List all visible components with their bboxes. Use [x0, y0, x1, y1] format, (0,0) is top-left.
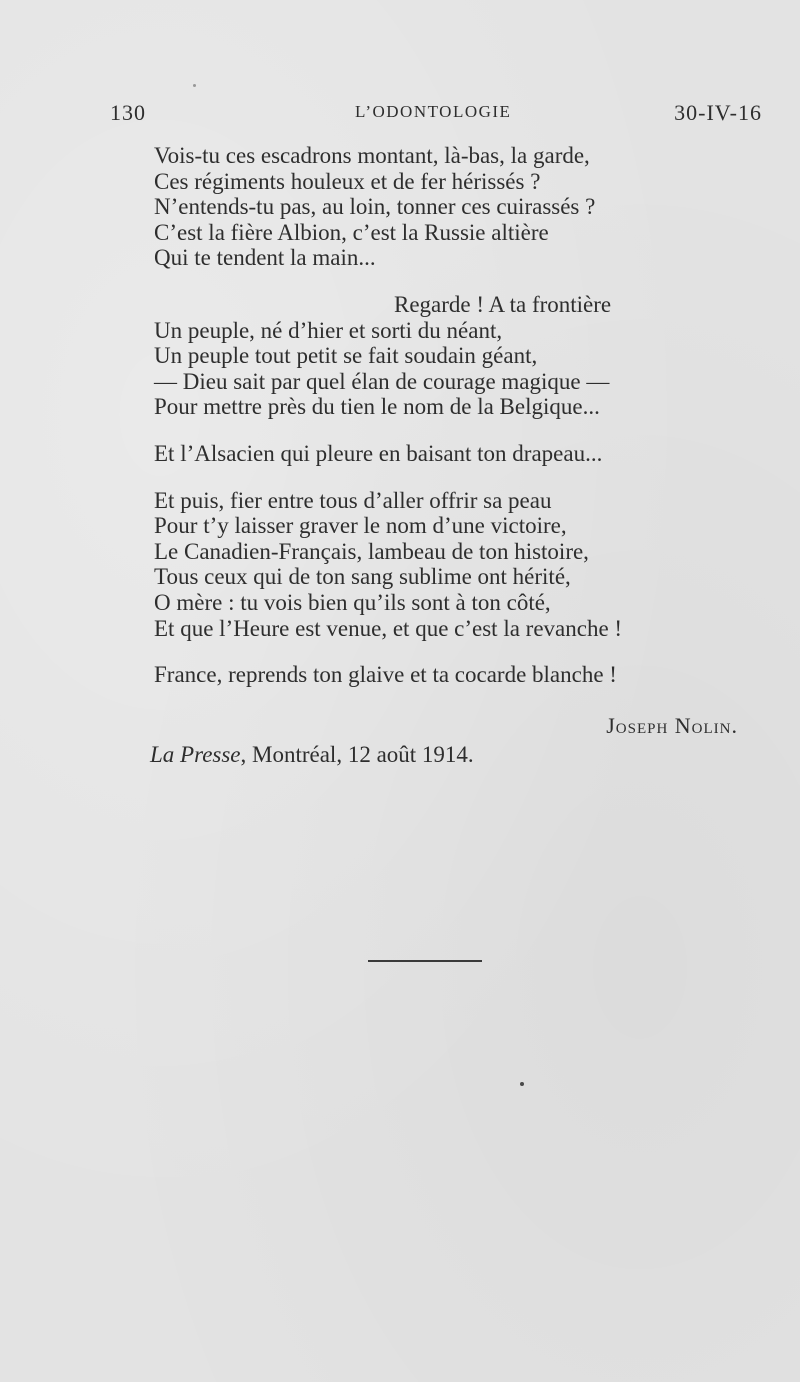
poem-line: Ces régiments houleux et de fer hérissés ?: [154, 168, 541, 194]
poem-line: Un peuple, né d’hier et sorti du néant,: [154, 317, 503, 343]
poem-line: Qui te tendent la main...: [154, 245, 376, 271]
poem-line: Et l’Alsacien qui pleure en baisant ton drapeau...: [154, 440, 603, 466]
poem-line: Vois-tu ces escadrons montant, là-bas, la garde,: [154, 143, 590, 168]
issue-date: 30-IV-16: [674, 100, 762, 125]
poem-line: Un peuple tout petit se fait soudain géant,: [154, 343, 538, 369]
print-speck: [193, 84, 196, 87]
source-citation: [150, 742, 474, 768]
poem: [154, 143, 714, 688]
poem-line-indented: Regarde ! A ta frontière: [394, 291, 612, 317]
page-header: [110, 100, 762, 130]
stanza-gap: [154, 641, 714, 662]
source-details: , Montréal, 12 août 1914.: [240, 742, 474, 767]
poem-line: Tous ceux qui de ton sang sublime ont hérité,: [154, 564, 571, 590]
page-number: 130: [110, 100, 146, 125]
poem-line: France, reprends ton glaive et ta cocarde blanche !: [154, 662, 617, 688]
source-journal: La Presse: [150, 742, 241, 767]
poem-line: O mère : tu vois bien qu’ils sont à ton côté,: [154, 589, 551, 615]
stanza-gap: [154, 467, 714, 488]
author-signature: Joseph Nolin.: [606, 713, 738, 738]
poem-line: Pour t’y laisser graver le nom d’une victoire,: [154, 513, 567, 539]
poem-line: N’entends-tu pas, au loin, tonner ces cuirassés ?: [154, 194, 596, 220]
section-divider: [368, 960, 482, 962]
poem-line: Et puis, fier entre tous d’aller offrir sa peau: [154, 487, 552, 513]
poem-line: Le Canadien-Français, lambeau de ton histoire,: [154, 538, 589, 564]
stanza-gap: [154, 271, 714, 292]
poem-line: — Dieu sait par quel élan de courage magique —: [154, 368, 610, 394]
poem-line: Et que l’Heure est venue, et que c’est la revanche !: [154, 615, 623, 641]
stanza-gap: [154, 420, 714, 441]
print-speck: [520, 1082, 524, 1086]
running-title: L’ODONTOLOGIE: [355, 102, 512, 121]
poem-line: C’est la fière Albion, c’est la Russie altière: [154, 219, 549, 245]
poem-line: Pour mettre près du tien le nom de la Belgique...: [154, 394, 600, 420]
